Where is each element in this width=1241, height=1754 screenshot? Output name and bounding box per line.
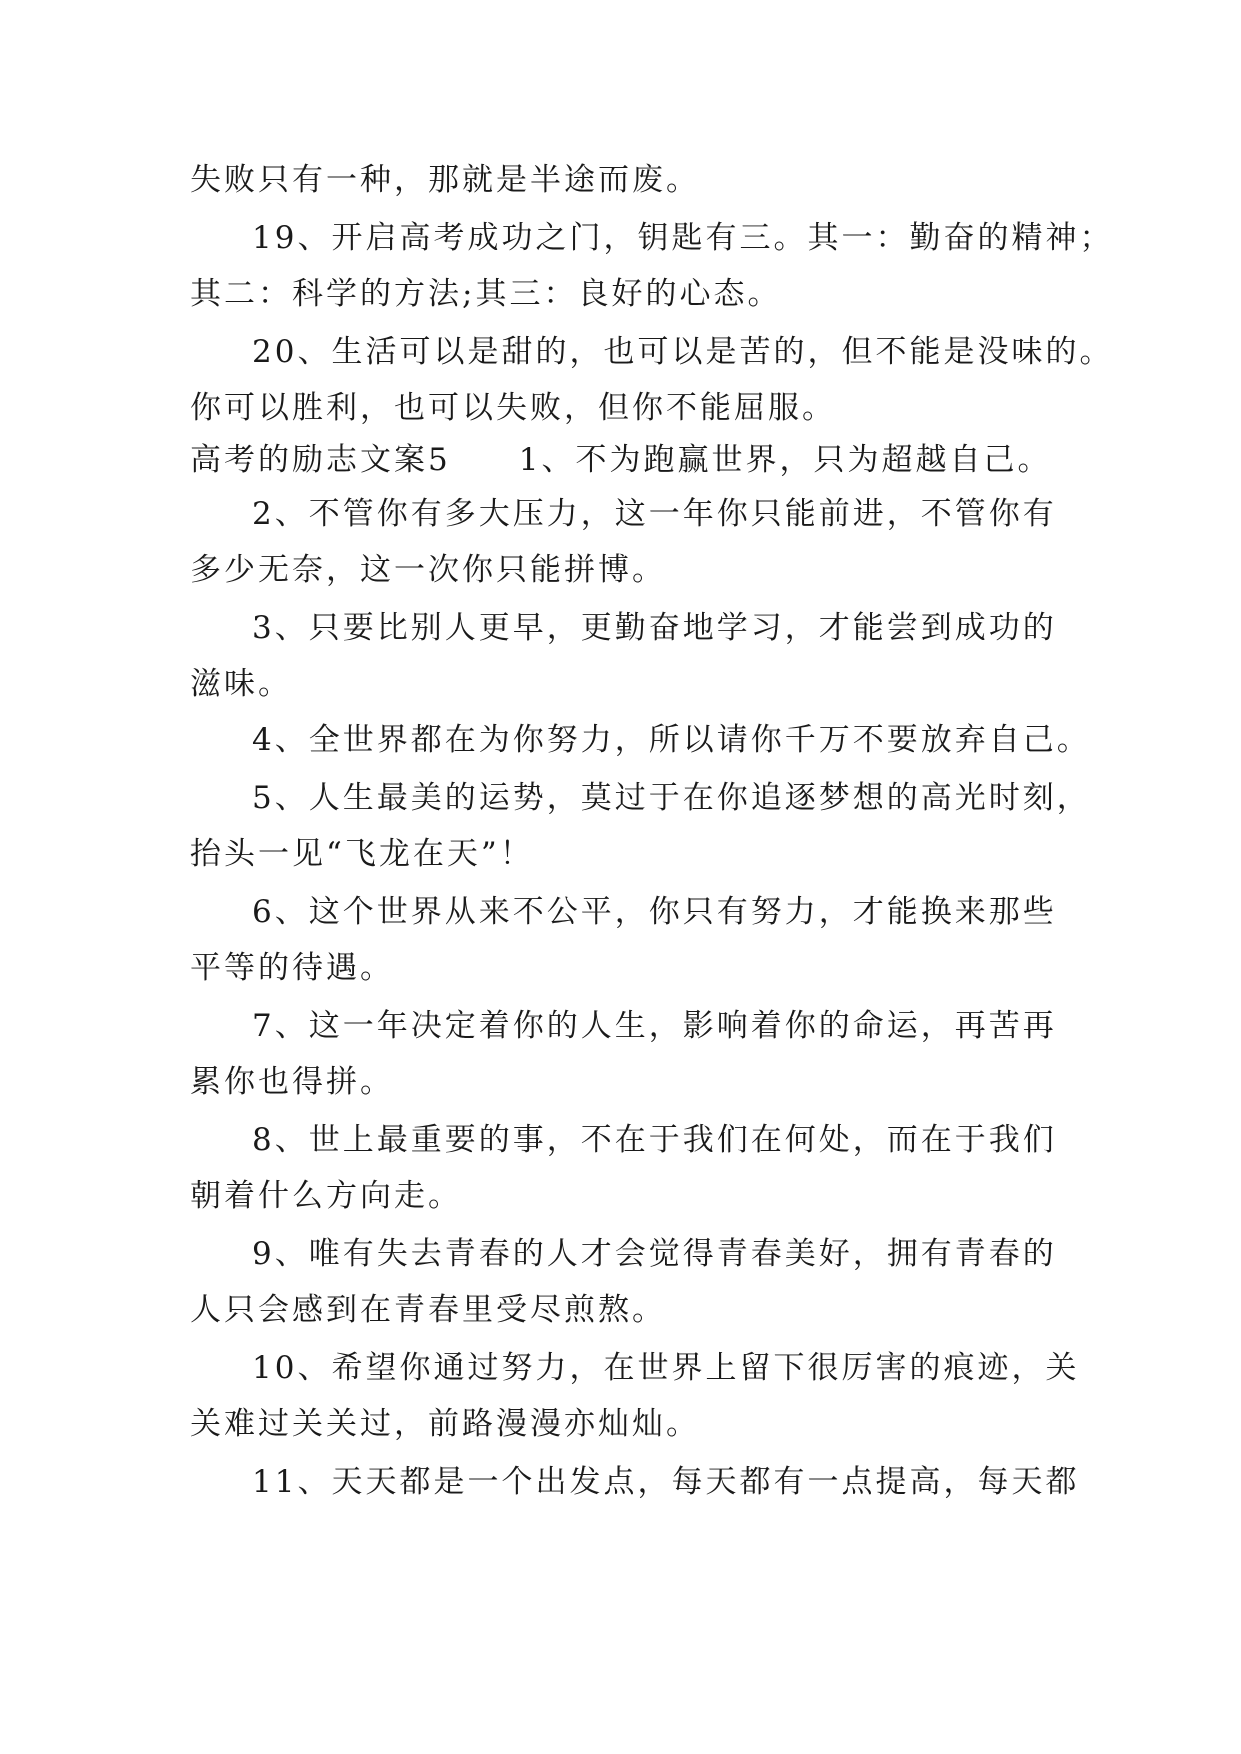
section-heading-line: 高考的励志文案5 1、不为跑赢世界，只为超越自己。 [190,442,1052,478]
text-line: 8、世上最重要的事，不在于我们在何处，而在于我们 [252,1122,1057,1158]
text-line: 7、这一年决定着你的人生，影响着你的命运，再苦再 [252,1008,1057,1044]
text-line: 人只会感到在青春里受尽煎熬。 [190,1292,666,1328]
text-line: 朝着什么方向走。 [190,1178,462,1214]
text-line: 9、唯有失去青春的人才会觉得青春美好，拥有青春的 [252,1236,1057,1272]
text-line: 20、生活可以是甜的，也可以是苦的，但不能是没味的。 [252,334,1114,370]
text-line: 多少无奈，这一次你只能拼博。 [190,552,666,588]
text-line: 11、天天都是一个出发点，每天都有一点提高，每天都 [252,1464,1080,1500]
text-line: 平等的待遇。 [190,950,394,986]
text-line: 其二：科学的方法;其三：良好的心态。 [190,276,782,312]
text-line: 10、希望你通过努力，在世界上留下很厉害的痕迹，关 [252,1350,1080,1386]
text-line: 5、人生最美的运势，莫过于在你追逐梦想的高光时刻， [252,780,1091,816]
text-line: 累你也得拼。 [190,1064,394,1100]
text-line: 3、只要比别人更早，更勤奋地学习，才能尝到成功的 [252,610,1057,646]
text-line: 关难过关关过，前路漫漫亦灿灿。 [190,1406,700,1442]
text-line: 2、不管你有多大压力，这一年你只能前进，不管你有 [252,496,1057,532]
text-line: 4、全世界都在为你努力，所以请你千万不要放弃自己。 [252,722,1091,758]
text-line: 抬头一见“飞龙在天”！ [190,836,534,872]
text-line: 19、开启高考成功之门，钥匙有三。其一：勤奋的精神； [252,220,1114,256]
text-line: 滋味。 [190,666,292,702]
text-line: 你可以胜利，也可以失败，但你不能屈服。 [190,390,836,426]
text-line: 失败只有一种，那就是半途而废。 [190,162,700,198]
text-line: 6、这个世界从来不公平，你只有努力，才能换来那些 [252,894,1057,930]
